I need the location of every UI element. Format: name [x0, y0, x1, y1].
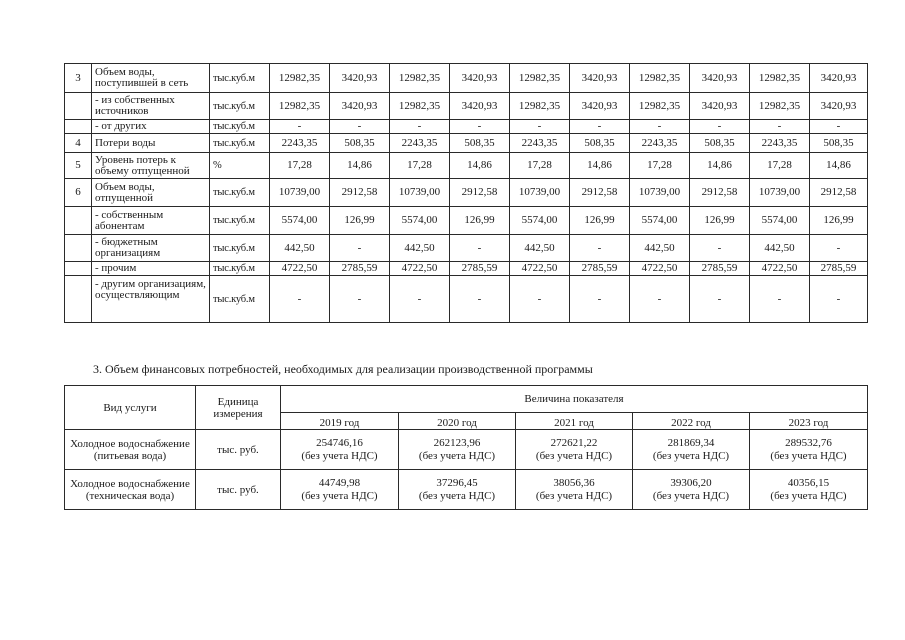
value-cell: 2785,59 [450, 262, 510, 276]
value-cell: - [450, 276, 510, 323]
vat-note: (без учета НДС) [418, 489, 496, 502]
value-cell: - [390, 120, 450, 134]
row-number [65, 120, 92, 134]
value-cell: 3420,93 [450, 93, 510, 120]
amount: 37296,45 [436, 476, 478, 489]
value-cell: 5574,00 [510, 207, 570, 235]
indicator-name: - бюджетным организациям [92, 235, 210, 262]
value-cell: 126,99 [330, 207, 390, 235]
row-number [65, 207, 92, 235]
table-row [65, 470, 868, 510]
value-cell: - [510, 120, 570, 134]
unit-cell: % [210, 153, 270, 179]
value-cell: - [690, 235, 750, 262]
value-cell: 2912,58 [810, 179, 868, 207]
value-cell: 17,28 [630, 153, 690, 179]
value-cell: 2785,59 [810, 262, 868, 276]
row-number: 3 [65, 64, 92, 93]
value-cell: 508,35 [570, 134, 630, 153]
indicator-name: Объем воды, отпущенной [92, 179, 210, 207]
value-cell: 508,35 [690, 134, 750, 153]
row-number: 4 [65, 134, 92, 153]
header-year: 2021 год [516, 413, 633, 430]
value-cell [399, 470, 516, 510]
table-row [65, 179, 868, 207]
value-cell: 12982,35 [390, 93, 450, 120]
value-cell: 12982,35 [270, 64, 330, 93]
table-row [65, 64, 868, 93]
value-cell: - [750, 120, 810, 134]
vat-note: (без учета НДС) [652, 489, 730, 502]
amount: 40356,15 [787, 476, 830, 489]
value-cell: 2243,35 [750, 134, 810, 153]
value-cell: - [630, 276, 690, 323]
amount: 39306,20 [670, 476, 712, 489]
value-cell: 5574,00 [630, 207, 690, 235]
value-cell: 5574,00 [750, 207, 810, 235]
header-unit: Единица измерения [196, 386, 281, 430]
value-cell: 2912,58 [450, 179, 510, 207]
indicator-name: - другим организациям, осуществляющим [92, 276, 210, 323]
value-cell: 17,28 [750, 153, 810, 179]
value-cell: - [450, 235, 510, 262]
value-cell: - [570, 120, 630, 134]
value-cell [750, 430, 868, 470]
value-cell: 442,50 [270, 235, 330, 262]
vat-note: (без учета НДС) [535, 489, 613, 502]
value-cell: 3420,93 [330, 64, 390, 93]
unit-cell: тыс.куб.м [210, 262, 270, 276]
value-cell: 2243,35 [270, 134, 330, 153]
header-year: 2022 год [633, 413, 750, 430]
water-volume-table-body [65, 64, 868, 323]
value-cell: 10739,00 [390, 179, 450, 207]
value-cell: - [270, 120, 330, 134]
header-service-type: Вид услуги [65, 386, 196, 430]
value-cell: 508,35 [450, 134, 510, 153]
value-cell: - [450, 120, 510, 134]
indicator-name: Объем воды, поступившей в сеть [92, 64, 210, 93]
table-row [65, 120, 868, 134]
unit-cell: тыс.куб.м [210, 93, 270, 120]
value-cell: - [510, 276, 570, 323]
value-cell: 508,35 [330, 134, 390, 153]
value-cell: - [390, 276, 450, 323]
amount: 281869,34 [667, 436, 715, 449]
value-cell: 2912,58 [690, 179, 750, 207]
value-cell: 3420,93 [570, 93, 630, 120]
value-cell: - [690, 276, 750, 323]
indicator-name: Уровень потерь к объему отпущенной [92, 153, 210, 179]
vat-note: (без учета НДС) [418, 449, 496, 462]
financial-needs-table-body [65, 430, 868, 510]
value-cell: 4722,50 [750, 262, 810, 276]
financial-needs-table [64, 385, 868, 510]
table-row [65, 235, 868, 262]
value-cell: 2785,59 [690, 262, 750, 276]
value-cell: - [810, 276, 868, 323]
value-cell: - [330, 235, 390, 262]
vat-note: (без учета НДС) [652, 449, 730, 462]
unit-cell: тыс.куб.м [210, 235, 270, 262]
value-cell: 442,50 [390, 235, 450, 262]
vat-note: (без учета НДС) [301, 449, 378, 462]
table-row [65, 134, 868, 153]
value-cell [281, 430, 399, 470]
indicator-name: - прочим [92, 262, 210, 276]
unit-cell: тыс.куб.м [210, 64, 270, 93]
value-cell: - [330, 276, 390, 323]
value-cell: 3420,93 [570, 64, 630, 93]
value-cell: - [630, 120, 690, 134]
value-cell: 12982,35 [750, 93, 810, 120]
table-row [65, 262, 868, 276]
value-cell: - [270, 276, 330, 323]
unit-cell: тыс.куб.м [210, 179, 270, 207]
value-cell: 442,50 [630, 235, 690, 262]
water-volume-table [64, 63, 868, 323]
value-cell: - [690, 120, 750, 134]
section-caption: 3. Объем финансовых потребностей, необходимых для реализации производственной программы [93, 362, 593, 376]
value-cell: 3420,93 [690, 64, 750, 93]
value-cell: - [810, 120, 868, 134]
header-year: 2020 год [399, 413, 516, 430]
value-cell: 4722,50 [270, 262, 330, 276]
amount: 272621,22 [550, 436, 598, 449]
value-cell: 14,86 [810, 153, 868, 179]
value-cell: 12982,35 [390, 64, 450, 93]
value-cell: 2912,58 [570, 179, 630, 207]
value-cell: 17,28 [390, 153, 450, 179]
value-cell: 4722,50 [510, 262, 570, 276]
value-cell: - [570, 276, 630, 323]
value-cell: 442,50 [750, 235, 810, 262]
value-cell: 442,50 [510, 235, 570, 262]
service-type: Холодное водоснабжение (техническая вода) [65, 470, 196, 510]
value-cell: 12982,35 [510, 64, 570, 93]
table-row [65, 93, 868, 120]
value-cell: 12982,35 [630, 64, 690, 93]
value-cell: 17,28 [510, 153, 570, 179]
value-cell: 2243,35 [390, 134, 450, 153]
row-number [65, 276, 92, 323]
unit-cell: тыс. руб. [196, 430, 281, 470]
value-cell: 3420,93 [330, 93, 390, 120]
value-cell: 10739,00 [630, 179, 690, 207]
value-cell: 508,35 [810, 134, 868, 153]
row-number [65, 93, 92, 120]
unit-cell: тыс.куб.м [210, 276, 270, 323]
header-year: 2019 год [281, 413, 399, 430]
vat-note: (без учета НДС) [535, 449, 613, 462]
value-cell [399, 430, 516, 470]
table-row [65, 276, 868, 323]
value-cell: - [750, 276, 810, 323]
value-cell [516, 430, 633, 470]
unit-cell: тыс.куб.м [210, 207, 270, 235]
row-number: 6 [65, 179, 92, 207]
vat-note: (без учета НДС) [301, 489, 378, 502]
table-row [65, 430, 868, 470]
value-cell: 12982,35 [270, 93, 330, 120]
unit-cell: тыс.куб.м [210, 120, 270, 134]
value-cell [633, 470, 750, 510]
amount: 254746,16 [316, 436, 363, 449]
value-cell: 10739,00 [750, 179, 810, 207]
value-cell: 126,99 [450, 207, 510, 235]
value-cell: 3420,93 [690, 93, 750, 120]
value-cell: 17,28 [270, 153, 330, 179]
header-year: 2023 год [750, 413, 868, 430]
unit-cell: тыс. руб. [196, 470, 281, 510]
value-cell: 2243,35 [510, 134, 570, 153]
value-cell [633, 430, 750, 470]
value-cell [750, 470, 868, 510]
service-type: Холодное водоснабжение (питьевая вода) [65, 430, 196, 470]
indicator-name: - собственным абонентам [92, 207, 210, 235]
value-cell: 4722,50 [630, 262, 690, 276]
value-cell: 126,99 [690, 207, 750, 235]
value-cell: 14,86 [570, 153, 630, 179]
vat-note: (без учета НДС) [770, 489, 847, 502]
value-cell: 3420,93 [810, 64, 868, 93]
header-indicator-value: Величина показателя [281, 386, 868, 413]
row-number [65, 262, 92, 276]
amount: 262123,96 [433, 436, 481, 449]
amount: 38056,36 [553, 476, 595, 489]
value-cell: 14,86 [450, 153, 510, 179]
value-cell: - [810, 235, 868, 262]
value-cell: - [570, 235, 630, 262]
value-cell: 12982,35 [750, 64, 810, 93]
amount: 44749,98 [318, 476, 361, 489]
value-cell: 3420,93 [450, 64, 510, 93]
value-cell: 126,99 [570, 207, 630, 235]
value-cell: 5574,00 [390, 207, 450, 235]
indicator-name: Потери воды [92, 134, 210, 153]
table-row [65, 153, 868, 179]
value-cell: 2912,58 [330, 179, 390, 207]
value-cell [281, 470, 399, 510]
value-cell: - [330, 120, 390, 134]
value-cell: 5574,00 [270, 207, 330, 235]
amount: 289532,76 [785, 436, 832, 449]
value-cell: 10739,00 [270, 179, 330, 207]
table-row [65, 207, 868, 235]
value-cell: 126,99 [810, 207, 868, 235]
value-cell: 2785,59 [570, 262, 630, 276]
value-cell: 4722,50 [390, 262, 450, 276]
value-cell: 3420,93 [810, 93, 868, 120]
value-cell: 14,86 [690, 153, 750, 179]
vat-note: (без учета НДС) [770, 449, 847, 462]
value-cell: 14,86 [330, 153, 390, 179]
indicator-name: - от других [92, 120, 210, 134]
unit-cell: тыс.куб.м [210, 134, 270, 153]
value-cell: 10739,00 [510, 179, 570, 207]
value-cell: 2785,59 [330, 262, 390, 276]
indicator-name: - из собственных источников [92, 93, 210, 120]
value-cell [516, 470, 633, 510]
row-number: 5 [65, 153, 92, 179]
value-cell: 2243,35 [630, 134, 690, 153]
row-number [65, 235, 92, 262]
value-cell: 12982,35 [510, 93, 570, 120]
value-cell: 12982,35 [630, 93, 690, 120]
